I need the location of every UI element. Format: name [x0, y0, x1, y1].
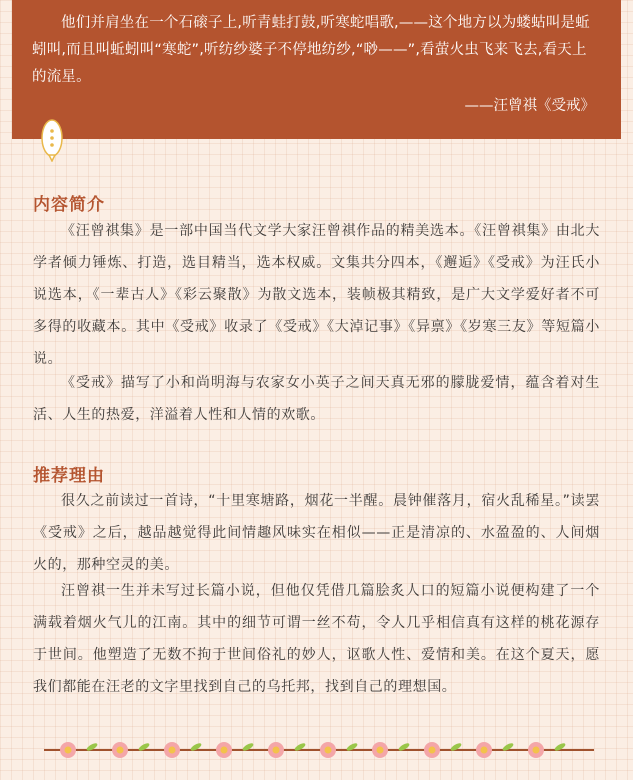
flower-center-icon [325, 747, 332, 754]
intro-paragraph-2: 《受戒》描写了小和尚明海与农家女小英子之间天真无邪的朦胧爱情，蕴含着对生活、人生的热爱，洋溢着人性和人情的欢歌。 [33, 375, 600, 423]
flower-center-icon [481, 747, 488, 754]
flower-divider-icon [44, 738, 594, 762]
quote-text: 他们并肩坐在一个石磙子上,听青蛙打鼓,听寒蛇唱歌,——这个地方以为蝼蛄叫是蚯蚓叫,而且叫蚯蚓叫“寒蛇”,听纺纱婆子不停地纺纱,“唦——”,看萤火虫飞来飞去,看天上的流星。 [32, 15, 590, 85]
reason-paragraph-1: 很久之前读过一首诗，“十里寒塘路，烟花一半醒。晨钟催落月，宿火乱稀星。”读罢《受戒》之后，越品越觉得此间情趣风味实在相似——正是清凉的、水盈盈的、人间烟火的，那种空灵的美。 [33, 493, 600, 573]
intro-paragraph-1: 《汪曾祺集》是一部中国当代文学大家汪曾祺作品的精美选本。《汪曾祺集》由北大学者倾力锤炼、打造，选目精当，选本权威。文集共分四本，《邂逅》《受戒》为汪氏小说选本，《一辈古人》《彩云聚散》为散文选本，装帧极其精致，是广大文学爱好者不可多得的收藏本。其中《受戒》收录了《受戒》《大淖记事》《异禀》《岁寒三友》等短篇小说。 [33, 223, 600, 367]
quote-source: ——汪曾祺《受戒》 [464, 98, 595, 114]
flower-center-icon [429, 747, 436, 754]
intro-title: 内容简介 [33, 195, 105, 215]
flower-center-icon [117, 747, 124, 754]
speech-bubble-icon [40, 118, 64, 162]
reason-paragraph-2: 汪曾祺一生并未写过长篇小说，但他仅凭借几篇脍炙人口的短篇小说便构建了一个满载着烟火气儿的江南。其中的细节可谓一丝不苟，令人几乎相信真有这样的桃花源存于世间。他塑造了无数不拘于世间俗礼的妙人，讴歌人性、爱情和美。在这个夏天，愿我们都能在汪老的文字里找到自己的乌托邦，找到自己的理想国。 [33, 583, 600, 695]
flower-center-icon [65, 747, 72, 754]
reason-title: 推荐理由 [33, 466, 105, 486]
flower-center-icon [377, 747, 384, 754]
quote-banner [12, 0, 621, 139]
flower-center-icon [273, 747, 280, 754]
flower-center-icon [533, 747, 540, 754]
flower-center-icon [221, 747, 228, 754]
flower-center-icon [169, 747, 176, 754]
